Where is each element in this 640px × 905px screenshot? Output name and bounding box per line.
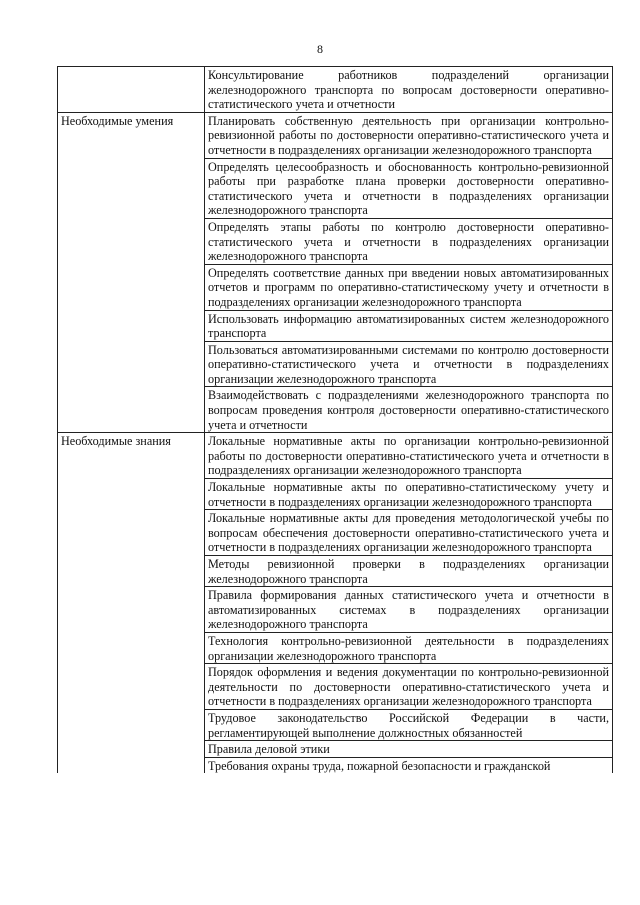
table-row <box>58 433 613 479</box>
requirement-item: Определять соответствие данных при введении новых автоматизированных отчетов и программ по оперативно-статистическому учету и отчетности в подразделениях организации железнодорожного транспорта <box>205 264 613 310</box>
section-label: Необходимые умения <box>58 112 205 432</box>
requirement-item: Правила деловой этики <box>205 741 613 758</box>
requirement-item: Планировать собственную деятельность при организации контрольно-ревизионной работы по достоверности оперативно-статистического учета и отчетности в подразделениях организации железнодорожного транспорта <box>205 112 613 158</box>
section-label: Необходимые знания <box>58 433 205 774</box>
requirement-item: Технология контрольно-ревизионной деятельности в подразделениях организации железнодорожного транспорта <box>205 632 613 663</box>
requirement-item: Определять этапы работы по контролю достоверности оперативно-статистического учета и отчетности в подразделениях организации железнодорожного транспорта <box>205 218 613 264</box>
requirement-item: Локальные нормативные акты для проведения методологической учебы по вопросам обеспечения достоверности оперативно-статистического учета и отчетности в подразделениях организации железнодорожного транспорта <box>205 510 613 556</box>
requirement-item: Использовать информацию автоматизированных систем железнодорожного транспорта <box>205 310 613 341</box>
requirement-item: Правила формирования данных статистического учета и отчетности в автоматизированных системах в подразделениях организации железнодорожного транспорта <box>205 587 613 633</box>
requirements-table-body <box>58 67 613 774</box>
table-row <box>58 112 613 158</box>
requirement-item: Локальные нормативные акты по организации контрольно-ревизионной работы по достоверности оперативно-статистического учета и отчетности в подразделениях организации железнодорожного транспорта <box>205 433 613 479</box>
requirement-item: Методы ревизионной проверки в подразделениях организации железнодорожного транспорта <box>205 556 613 587</box>
requirements-table <box>57 66 613 773</box>
page-number: 8 <box>317 42 323 56</box>
requirement-item: Локальные нормативные акты по оперативно-статистическому учету и отчетности в подразделениях организации железнодорожного транспорта <box>205 479 613 510</box>
requirement-item: Пользоваться автоматизированными системами по контролю достоверности оперативно-статистического учета и отчетности в подразделениях организации железнодорожного транспорта <box>205 341 613 387</box>
requirement-item: Требования охраны труда, пожарной безопасности и гражданской <box>205 757 613 773</box>
requirement-item: Трудовое законодательство Российской Федерации в части, регламентирующей выполнение должностных обязанностей <box>205 709 613 740</box>
requirement-item: Взаимодействовать с подразделениями железнодорожного транспорта по вопросам проведения контроля достоверности оперативно-статистического учета и отчетности <box>205 387 613 433</box>
requirement-item: Определять целесообразность и обоснованность контрольно-ревизионной работы при разработке плана проверки достоверности оперативно-статистического учета и отчетности в подразделениях организации железнодорожного транспорта <box>205 158 613 218</box>
table-row <box>58 67 613 113</box>
requirement-item: Порядок оформления и ведения документации по контрольно-ревизионной деятельности по достоверности оперативно-статистического учета и отчетности в подразделениях организации железнодорожного транспорта <box>205 664 613 710</box>
section-label <box>58 67 205 113</box>
requirement-item: Консультирование работников подразделений организации железнодорожного транспорта по вопросам достоверности оперативно-статистического учета и отчетности <box>205 67 613 113</box>
